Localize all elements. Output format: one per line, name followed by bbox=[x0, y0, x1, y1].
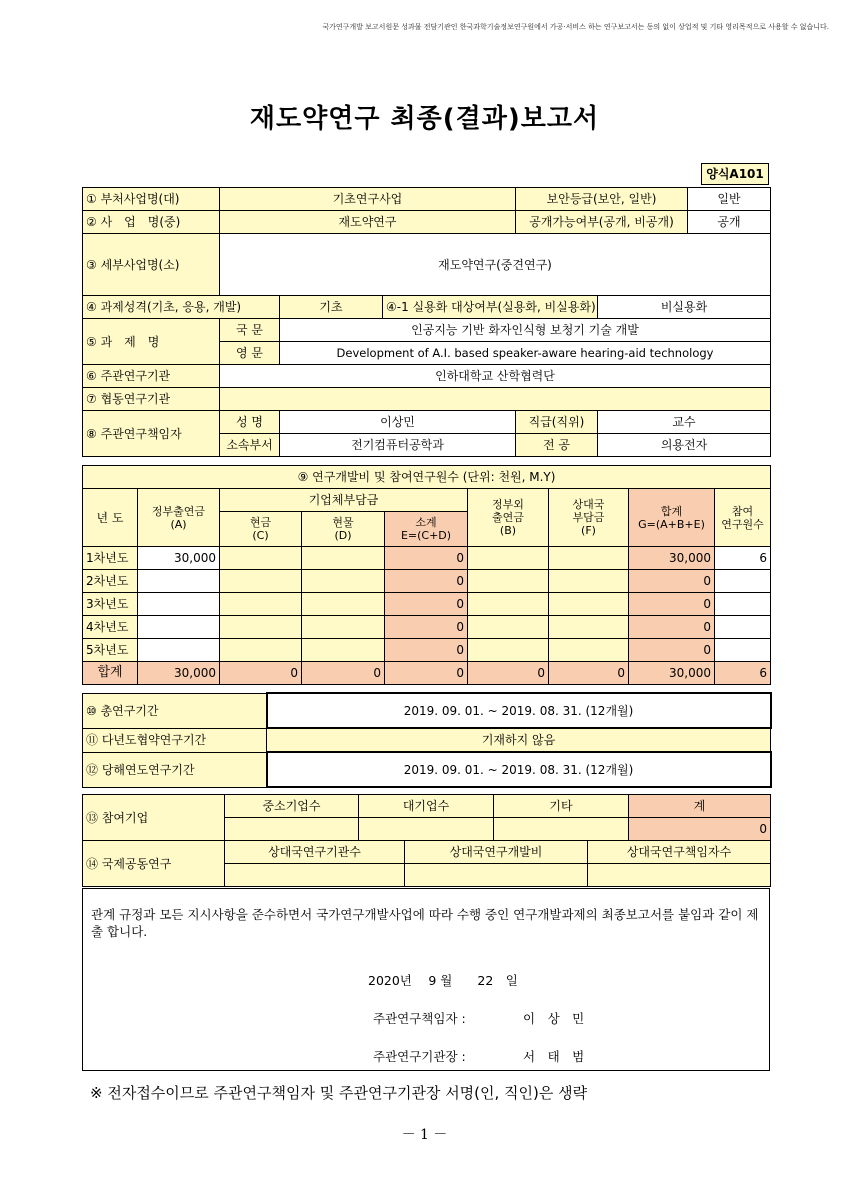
budget-cash-header: 현금 (C) bbox=[220, 512, 302, 547]
companies-table bbox=[82, 794, 771, 841]
intl-table bbox=[82, 840, 771, 887]
korean-title-label: 국 문 bbox=[220, 319, 280, 342]
subtotal-cell: 0 bbox=[385, 616, 468, 639]
sum-gov: 30,000 bbox=[138, 662, 220, 685]
multi-year-value: 기재하지 않음 bbox=[267, 728, 771, 752]
sum-cash: 0 bbox=[220, 662, 302, 685]
institution-value: 인하대학교 산학협력단 bbox=[220, 365, 771, 388]
sme-header: 중소기업수 bbox=[225, 795, 359, 818]
cash-cell bbox=[220, 547, 302, 570]
foreign-cell bbox=[549, 616, 629, 639]
nature-value: 기초 bbox=[280, 296, 383, 319]
subtotal-cell: 0 bbox=[385, 547, 468, 570]
nature-label: ④ 과제성격(기초, 응용, 개발) bbox=[83, 296, 280, 319]
budget-row bbox=[83, 570, 771, 593]
budget-table bbox=[82, 465, 771, 685]
total-cell: 0 bbox=[629, 616, 715, 639]
total-cell: 0 bbox=[629, 593, 715, 616]
large-header: 대기업수 bbox=[359, 795, 494, 818]
program-value: 기초연구사업 bbox=[220, 188, 516, 211]
sum-label: 합계 bbox=[83, 662, 138, 685]
total-period-label: ⑩ 총연구기간 bbox=[83, 693, 267, 728]
gov-cell bbox=[138, 593, 220, 616]
sum-subtotal: 0 bbox=[385, 662, 468, 685]
budget-year-header: 년 도 bbox=[83, 489, 138, 547]
subtotal-cell: 0 bbox=[385, 593, 468, 616]
declaration-box bbox=[82, 888, 770, 1071]
pi-name-value: 이상민 bbox=[280, 411, 516, 434]
intl-cost-value bbox=[405, 864, 588, 887]
gov-cell bbox=[138, 639, 220, 662]
practical-value: 비실용화 bbox=[598, 296, 771, 319]
budget-subtotal-header: 소계 E=(C+D) bbox=[385, 512, 468, 547]
form-code: 양식A101 bbox=[701, 163, 769, 185]
people-cell bbox=[715, 616, 771, 639]
people-cell bbox=[715, 639, 771, 662]
page-title: 재도약연구 최종(결과)보고서 bbox=[249, 104, 600, 134]
declaration-text: 관계 규정과 모든 지시사항을 준수하면서 국가연구개발사업에 따라 수행 중인 연구개발과제의 최종보고서를 붙임과 같이 제출 합니다. bbox=[91, 907, 759, 939]
cash-cell bbox=[220, 616, 302, 639]
budget-row bbox=[83, 616, 771, 639]
subtotal-cell: 0 bbox=[385, 639, 468, 662]
total-cell: 0 bbox=[629, 639, 715, 662]
companies-label: ⑬ 참여기업 bbox=[83, 795, 225, 841]
kind-cell bbox=[302, 639, 385, 662]
intl-cost-header: 상대국연구개발비 bbox=[405, 841, 588, 864]
gov-cell: 30,000 bbox=[138, 547, 220, 570]
budget-foreign-header: 상대국 부담금 (F) bbox=[549, 489, 629, 547]
etc-value bbox=[494, 818, 629, 841]
year-label: 4차년도 bbox=[83, 616, 138, 639]
practical-label: ④-1 실용화 대상여부(실용화, 비실용화) bbox=[383, 296, 598, 319]
program-label: ① 부처사업명(대) bbox=[83, 188, 220, 211]
people-cell bbox=[715, 593, 771, 616]
intl-inst-header: 상대국연구기관수 bbox=[225, 841, 405, 864]
foreign-cell bbox=[549, 593, 629, 616]
sum-kind: 0 bbox=[302, 662, 385, 685]
cash-cell bbox=[220, 593, 302, 616]
people-cell bbox=[715, 570, 771, 593]
english-title-value: Development of A.I. based speaker-aware hearing-aid technology bbox=[280, 342, 771, 365]
other-cell bbox=[468, 570, 549, 593]
pi-label: ⑧ 주관연구책임자 bbox=[83, 411, 220, 457]
task-label: ⑤ 과 제 명 bbox=[83, 319, 220, 365]
period-table bbox=[82, 692, 772, 788]
other-cell bbox=[468, 639, 549, 662]
pi-major-value: 의용전자 bbox=[598, 434, 771, 457]
institution-label: ⑥ 주관연구기관 bbox=[83, 365, 220, 388]
project-label: ② 사 업 명(중) bbox=[83, 211, 220, 234]
total-period-value: 2019. 09. 01. ~ 2019. 08. 31. (12개월) bbox=[267, 693, 771, 728]
other-cell bbox=[468, 593, 549, 616]
gov-cell bbox=[138, 616, 220, 639]
kind-cell bbox=[302, 570, 385, 593]
sum-value: 0 bbox=[629, 818, 771, 841]
pi-dept-label: 소속부서 bbox=[220, 434, 280, 457]
kind-cell bbox=[302, 593, 385, 616]
head-sign-label: 주관연구기관장 : bbox=[373, 1049, 466, 1064]
people-cell: 6 bbox=[715, 547, 771, 570]
pi-dept-value: 전기컴퓨터공학과 bbox=[280, 434, 516, 457]
kind-cell bbox=[302, 547, 385, 570]
sub-program-label: ③ 세부사업명(소) bbox=[83, 234, 220, 296]
budget-title: ⑨ 연구개발비 및 참여연구원수 (단위: 천원, M.Y) bbox=[83, 466, 771, 489]
year-label: 1차년도 bbox=[83, 547, 138, 570]
info-table bbox=[82, 187, 771, 457]
project-value: 재도약연구 bbox=[220, 211, 516, 234]
etc-header: 기타 bbox=[494, 795, 629, 818]
intl-pi-value bbox=[588, 864, 771, 887]
pi-sign-label: 주관연구책임자 : bbox=[373, 1011, 466, 1026]
coop-institution-value bbox=[220, 388, 771, 411]
intl-label: ⑭ 국제공동연구 bbox=[83, 841, 225, 887]
intl-pi-header: 상대국연구책임자수 bbox=[588, 841, 771, 864]
total-cell: 0 bbox=[629, 570, 715, 593]
security-value: 일반 bbox=[688, 188, 771, 211]
pi-rank-value: 교수 bbox=[598, 411, 771, 434]
sum-other: 0 bbox=[468, 662, 549, 685]
foreign-cell bbox=[549, 639, 629, 662]
subtotal-cell: 0 bbox=[385, 570, 468, 593]
multi-year-label: ⑪ 다년도협약연구기간 bbox=[83, 728, 267, 752]
page-number: － 1 － bbox=[401, 1127, 448, 1143]
korean-title-value: 인공지능 기반 화자인식형 보청기 기술 개발 bbox=[280, 319, 771, 342]
budget-people-header: 참여 연구원수 bbox=[715, 489, 771, 547]
sum-header: 계 bbox=[629, 795, 771, 818]
cash-cell bbox=[220, 570, 302, 593]
budget-gov-header: 정부출연금 (A) bbox=[138, 489, 220, 547]
pi-sign-name: 이 상 민 bbox=[523, 1011, 585, 1026]
pi-major-label: 전 공 bbox=[516, 434, 598, 457]
pi-name-label: 성 명 bbox=[220, 411, 280, 434]
english-title-label: 영 문 bbox=[220, 342, 280, 365]
budget-row bbox=[83, 547, 771, 570]
kind-cell bbox=[302, 616, 385, 639]
gov-cell bbox=[138, 570, 220, 593]
budget-other-header: 정부외 출연금 (B) bbox=[468, 489, 549, 547]
budget-sum-row bbox=[83, 662, 771, 685]
sum-total: 30,000 bbox=[629, 662, 715, 685]
usage-notice: 국가연구개발 보고서원문 성과물 전담기관인 한국과학기술정보연구원에서 가공·서비스 하는 연구보고서는 동의 없이 상업적 및 기타 영리목적으로 사용할 수 없습니다. bbox=[322, 23, 829, 31]
budget-row bbox=[83, 593, 771, 616]
public-value: 공개 bbox=[688, 211, 771, 234]
sme-value bbox=[225, 818, 359, 841]
foreign-cell bbox=[549, 547, 629, 570]
pi-rank-label: 직급(직위) bbox=[516, 411, 598, 434]
declaration-date: 2020년 9 월 22 일 bbox=[368, 973, 518, 988]
large-value bbox=[359, 818, 494, 841]
total-cell: 30,000 bbox=[629, 547, 715, 570]
coop-institution-label: ⑦ 협동연구기관 bbox=[83, 388, 220, 411]
public-label: 공개가능여부(공개, 비공개) bbox=[516, 211, 688, 234]
other-cell bbox=[468, 616, 549, 639]
security-label: 보안등급(보안, 일반) bbox=[516, 188, 688, 211]
head-sign-name: 서 태 범 bbox=[523, 1049, 585, 1064]
year-period-value: 2019. 09. 01. ~ 2019. 08. 31. (12개월) bbox=[267, 752, 771, 787]
intl-inst-value bbox=[225, 864, 405, 887]
foreign-cell bbox=[549, 570, 629, 593]
sum-foreign: 0 bbox=[549, 662, 629, 685]
year-label: 5차년도 bbox=[83, 639, 138, 662]
budget-row bbox=[83, 639, 771, 662]
year-label: 2차년도 bbox=[83, 570, 138, 593]
other-cell bbox=[468, 547, 549, 570]
budget-total-header: 합계 G=(A+B+E) bbox=[629, 489, 715, 547]
footnote: ※ 전자접수이므로 주관연구책임자 및 주관연구기관장 서명(인, 직인)은 생략 bbox=[90, 1084, 588, 1102]
year-period-label: ⑫ 당해연도연구기간 bbox=[83, 752, 267, 787]
budget-company-header: 기업체부담금 bbox=[220, 489, 468, 512]
cash-cell bbox=[220, 639, 302, 662]
sub-program-value: 재도약연구(중견연구) bbox=[220, 234, 771, 296]
sum-people: 6 bbox=[715, 662, 771, 685]
budget-kind-header: 현물 (D) bbox=[302, 512, 385, 547]
year-label: 3차년도 bbox=[83, 593, 138, 616]
